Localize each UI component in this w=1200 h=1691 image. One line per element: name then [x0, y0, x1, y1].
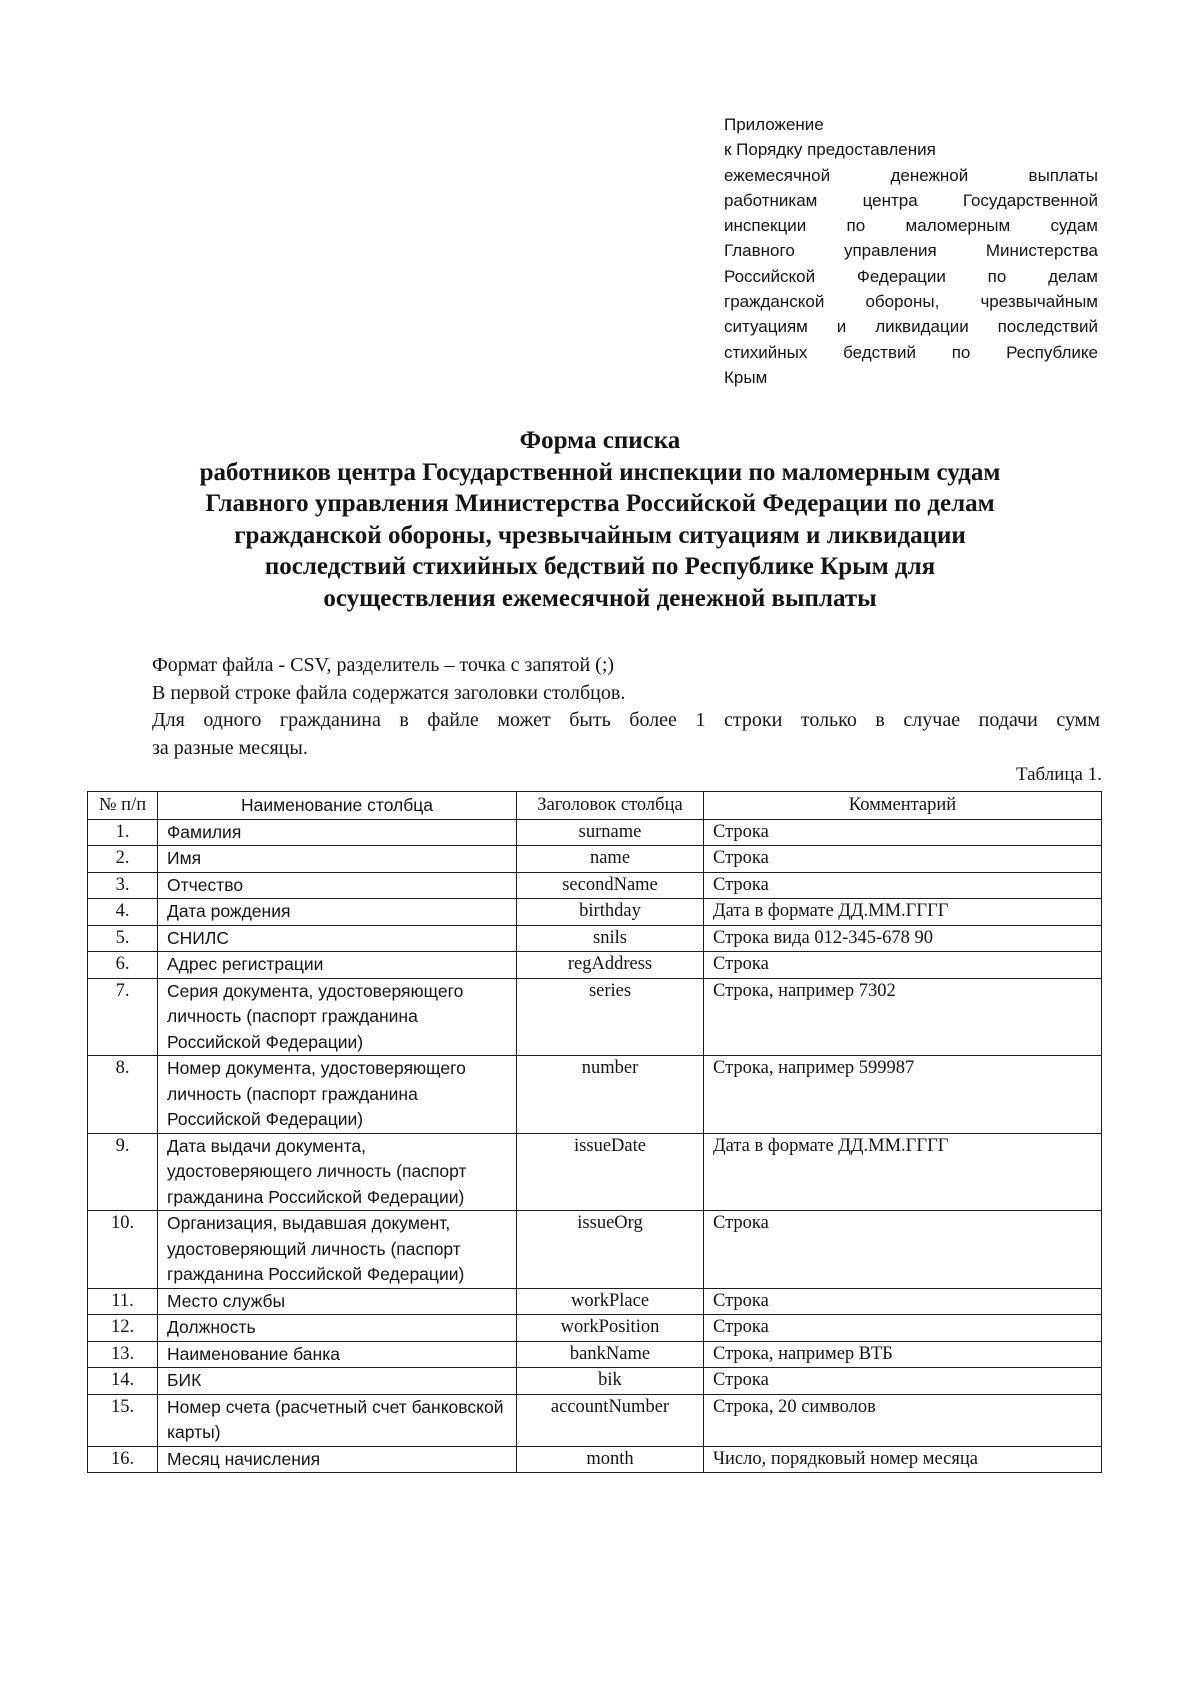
table-caption: Таблица 1. [1015, 764, 1102, 785]
cell-name: Номер документа, удостоверяющего личность (паспорт гражданина Российской Федерации) [158, 1056, 517, 1134]
note-multi-row-cont: за разные месяцы. [152, 736, 308, 759]
table-row [88, 899, 1102, 926]
header-num: № п/п [88, 792, 158, 820]
cell-header: issueDate [517, 1133, 704, 1211]
cell-name: Дата рождения [158, 899, 517, 926]
cell-header: workPlace [517, 1288, 704, 1315]
cell-comment: Строка, например 599987 [704, 1056, 1102, 1134]
table-row [88, 872, 1102, 899]
cell-header: number [517, 1056, 704, 1134]
cell-comment: Строка [704, 952, 1102, 979]
cell-comment: Дата в формате ДД.ММ.ГГГГ [704, 899, 1102, 926]
cell-comment: Строка [704, 1368, 1102, 1395]
note-first-row: В первой строке файла содержатся заголовки столбцов. [152, 681, 626, 704]
cell-name: Фамилия [158, 819, 517, 846]
cell-num: 13. [88, 1341, 158, 1368]
appendix-line: Крым [724, 367, 768, 387]
cell-comment: Строка [704, 1315, 1102, 1342]
cell-header: accountNumber [517, 1394, 704, 1446]
appendix-line: ежемесячной денежной выплаты [724, 165, 1098, 185]
note-multi-row: Для одного гражданина в файле может быть более 1 строки только в случае подачи сумм [152, 709, 1100, 731]
cell-num: 7. [88, 978, 158, 1056]
document-title [90, 425, 1110, 614]
cell-comment: Строка, например 7302 [704, 978, 1102, 1056]
cell-header: workPosition [517, 1315, 704, 1342]
cell-name: Должность [158, 1315, 517, 1342]
cell-num: 16. [88, 1446, 158, 1473]
table-row [88, 952, 1102, 979]
header-comment: Комментарий [704, 792, 1102, 820]
appendix-line: Российской Федерации по делам [724, 266, 1098, 286]
appendix-line: стихийных бедствий по Республике [724, 342, 1098, 362]
table-row [88, 1056, 1102, 1134]
cell-num: 1. [88, 819, 158, 846]
appendix-line: Приложение [724, 115, 824, 134]
title-line: осуществления ежемесячной денежной выплаты [323, 584, 877, 612]
appendix-line: к Порядку предоставления [724, 140, 936, 160]
appendix-block [724, 112, 1098, 390]
cell-comment: Строка [704, 1288, 1102, 1315]
cell-name: Отчество [158, 872, 517, 899]
cell-name: Месяц начисления [158, 1446, 517, 1473]
cell-header: secondName [517, 872, 704, 899]
cell-comment: Строка вида 012-345-678 90 [704, 925, 1102, 952]
table-row [88, 1368, 1102, 1395]
appendix-line: гражданской обороны, чрезвычайным [724, 292, 1098, 312]
cell-num: 14. [88, 1368, 158, 1395]
cell-num: 12. [88, 1315, 158, 1342]
cell-name: Серия документа, удостоверяющего личность (паспорт гражданина Российской Федерации) [158, 978, 517, 1056]
cell-num: 10. [88, 1211, 158, 1289]
cell-comment: Строка [704, 846, 1102, 873]
header-name: Наименование столбца [158, 792, 517, 820]
table-row [88, 819, 1102, 846]
cell-header: snils [517, 925, 704, 952]
header-column-header: Заголовок столбца [517, 792, 704, 820]
title-line: работников центра Государственной инспекции по маломерным судам [199, 458, 1001, 486]
table-row [88, 1133, 1102, 1211]
table-header-row [88, 792, 1102, 820]
appendix-line: инспекции по маломерным судам [724, 216, 1098, 236]
cell-header: bik [517, 1368, 704, 1395]
cell-header: name [517, 846, 704, 873]
table-row [88, 1341, 1102, 1368]
table-row [88, 1315, 1102, 1342]
columns-table [87, 791, 1102, 1473]
cell-name: Номер счета (расчетный счет банковской карты) [158, 1394, 517, 1446]
cell-num: 5. [88, 925, 158, 952]
cell-header: birthday [517, 899, 704, 926]
table-row [88, 1446, 1102, 1473]
appendix-line: ситуациям и ликвидации последствий [724, 317, 1098, 337]
cell-num: 2. [88, 846, 158, 873]
cell-num: 3. [88, 872, 158, 899]
cell-comment: Строка, 20 символов [704, 1394, 1102, 1446]
table-row [88, 1211, 1102, 1289]
cell-num: 15. [88, 1394, 158, 1446]
cell-num: 11. [88, 1288, 158, 1315]
cell-name: СНИЛС [158, 925, 517, 952]
cell-name: Организация, выдавшая документ, удостоверяющий личность (паспорт гражданина Российской Федерации) [158, 1211, 517, 1289]
cell-num: 4. [88, 899, 158, 926]
cell-name: Наименование банка [158, 1341, 517, 1368]
note-format: Формат файла - CSV, разделитель – точка с запятой (;) [152, 654, 615, 676]
cell-header: regAddress [517, 952, 704, 979]
cell-header: bankName [517, 1341, 704, 1368]
cell-comment: Строка [704, 1211, 1102, 1289]
cell-name: Дата выдачи документа, удостоверяющего личность (паспорт гражданина Российской Федерации) [158, 1133, 517, 1211]
cell-name: БИК [158, 1368, 517, 1395]
cell-comment: Строка [704, 819, 1102, 846]
cell-header: issueOrg [517, 1211, 704, 1289]
title-line: Главного управления Министерства Российской Федерации по делам [205, 490, 995, 517]
cell-comment: Дата в формате ДД.ММ.ГГГГ [704, 1133, 1102, 1211]
title-line: Форма списка [519, 427, 681, 454]
cell-name: Имя [158, 846, 517, 873]
title-line: гражданской обороны, чрезвычайным ситуациям и ликвидации [234, 521, 966, 549]
cell-num: 8. [88, 1056, 158, 1134]
table-row [88, 1394, 1102, 1446]
title-line: последствий стихийных бедствий по Республике Крым для [264, 553, 936, 580]
appendix-line: работникам центра Государственной [724, 190, 1098, 210]
cell-header: surname [517, 819, 704, 846]
cell-header: series [517, 978, 704, 1056]
format-notes [152, 652, 1100, 762]
cell-header: month [517, 1446, 704, 1473]
table-row [88, 925, 1102, 952]
table-row [88, 978, 1102, 1056]
cell-comment: Строка, например ВТБ [704, 1341, 1102, 1368]
table-row [88, 846, 1102, 873]
cell-comment: Число, порядковый номер месяца [704, 1446, 1102, 1473]
table-row [88, 1288, 1102, 1315]
cell-name: Место службы [158, 1288, 517, 1315]
appendix-line: Главного управления Министерства [724, 241, 1098, 261]
cell-num: 6. [88, 952, 158, 979]
cell-num: 9. [88, 1133, 158, 1211]
cell-comment: Строка [704, 872, 1102, 899]
cell-name: Адрес регистрации [158, 952, 517, 979]
